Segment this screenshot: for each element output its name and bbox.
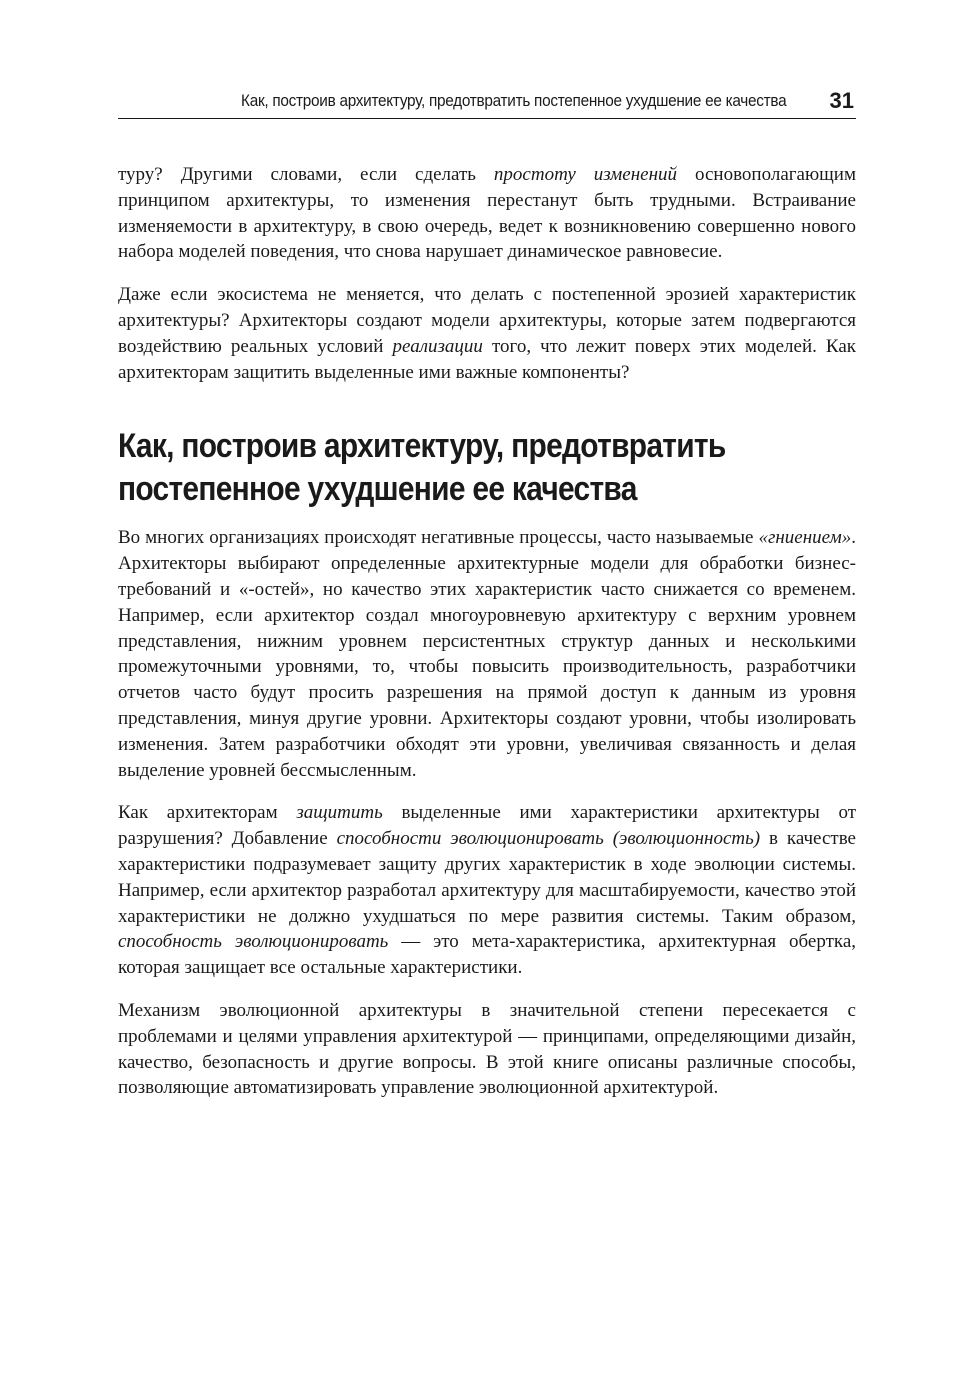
paragraph-4-text-1: Как архитекторам	[118, 802, 297, 824]
section-heading: Как, построив архитектуру, предотвратить постепенное ухудшение ее качества	[118, 427, 726, 509]
paragraph-2-text-2: того, что лежит поверх этих моделей. Как архитекторам защитить выделенные ими важные компоненты?	[118, 335, 856, 383]
paragraph-5-text-1: Механизм эволюционной архитектуры в значительной степени пересекается с проблемами и целями управления архитектурой — принципами, определяющими дизайн, качество, безопасность и другие вопросы. В этой книге описаны различные способы, позволяющие автоматизировать управление эволюционной архитектурой.	[118, 999, 856, 1099]
paragraph-2	[118, 282, 856, 385]
page-body	[118, 162, 856, 1118]
paragraph-4-text-2: выделенные ими характеристики архитектуры от разрушения? Добавление	[118, 802, 856, 850]
paragraph-4-text-3: в качестве характеристики подразумевает защиту других характеристик в ходе эволюции системы. Например, если архитектор разработал архитектуру для масштабируемости, качество этой характеристики не должно ухудшаться по мере развития системы. Таким образом,	[118, 828, 856, 927]
paragraph-2-emphasis-1: реализации	[392, 335, 483, 357]
paragraph-3-emphasis-1: «гниением»	[758, 527, 852, 549]
paragraph-3-text-2: . Архитекторы выбирают определенные архитектурные модели для обработки бизнес-требований и «-остей», но качество этих характеристик часто снижается со временем. Например, если архитектор создал многоуровневую архитектуру с верхним уровнем представления, нижним уровнем персистентных структур данных и несколькими промежуточными уровнями, то, чтобы повысить производительность, разработчики отчетов часто будут просить разрешения на прямой доступ к данным из уровня представления, минуя другие уровни. Архитекторы создают уровни, чтобы изолировать изменения. Затем разработчики обходят эти уровни, увеличивая связанность и делая выделение уровней бессмысленным.	[118, 527, 856, 781]
paragraph-4-text-4: — это мета-характеристика, архитектурная обертка, которая защищает все остальные характеристики.	[118, 931, 856, 979]
paragraph-4-emphasis-1: защитить	[296, 802, 383, 824]
paragraph-1-text-1: туру? Другими словами, если сделать	[118, 164, 494, 185]
paragraph-4-emphasis-3: способность эволюционировать	[118, 931, 389, 953]
paragraph-4	[118, 800, 856, 981]
paragraph-2-text-1: Даже если экосистема не меняется, что делать с постепенной эрозией характеристик архитектуры? Архитекторы создают модели архитектуры, которые затем подвергаются воздействию реальных условий	[118, 284, 856, 357]
paragraph-3	[118, 525, 856, 783]
paragraph-1-emphasis-1: простоту изменений	[493, 164, 678, 185]
page-number: 31	[829, 88, 854, 113]
paragraph-4-emphasis-2: способности эволюционировать (эволюционность)	[336, 828, 761, 850]
running-header	[118, 86, 856, 119]
paragraph-1-text-2: основополагающим принципом архитектуры, то изменения перестанут быть трудными. Встраивание изменяемости в архитектуру, в свою очередь, ведет к возникновению совершенно нового набора моделей поведения, что снова нарушает динамическое равновесие.	[118, 164, 856, 263]
running-title: Как, построив архитектуру, предотвратить постепенное ухудшение ее качества	[240, 92, 786, 110]
paragraph-3-text-1: Во многих организациях происходят негативные процессы, часто называемые	[118, 527, 759, 549]
paragraph-5	[118, 998, 856, 1101]
paragraph-1	[118, 162, 856, 265]
